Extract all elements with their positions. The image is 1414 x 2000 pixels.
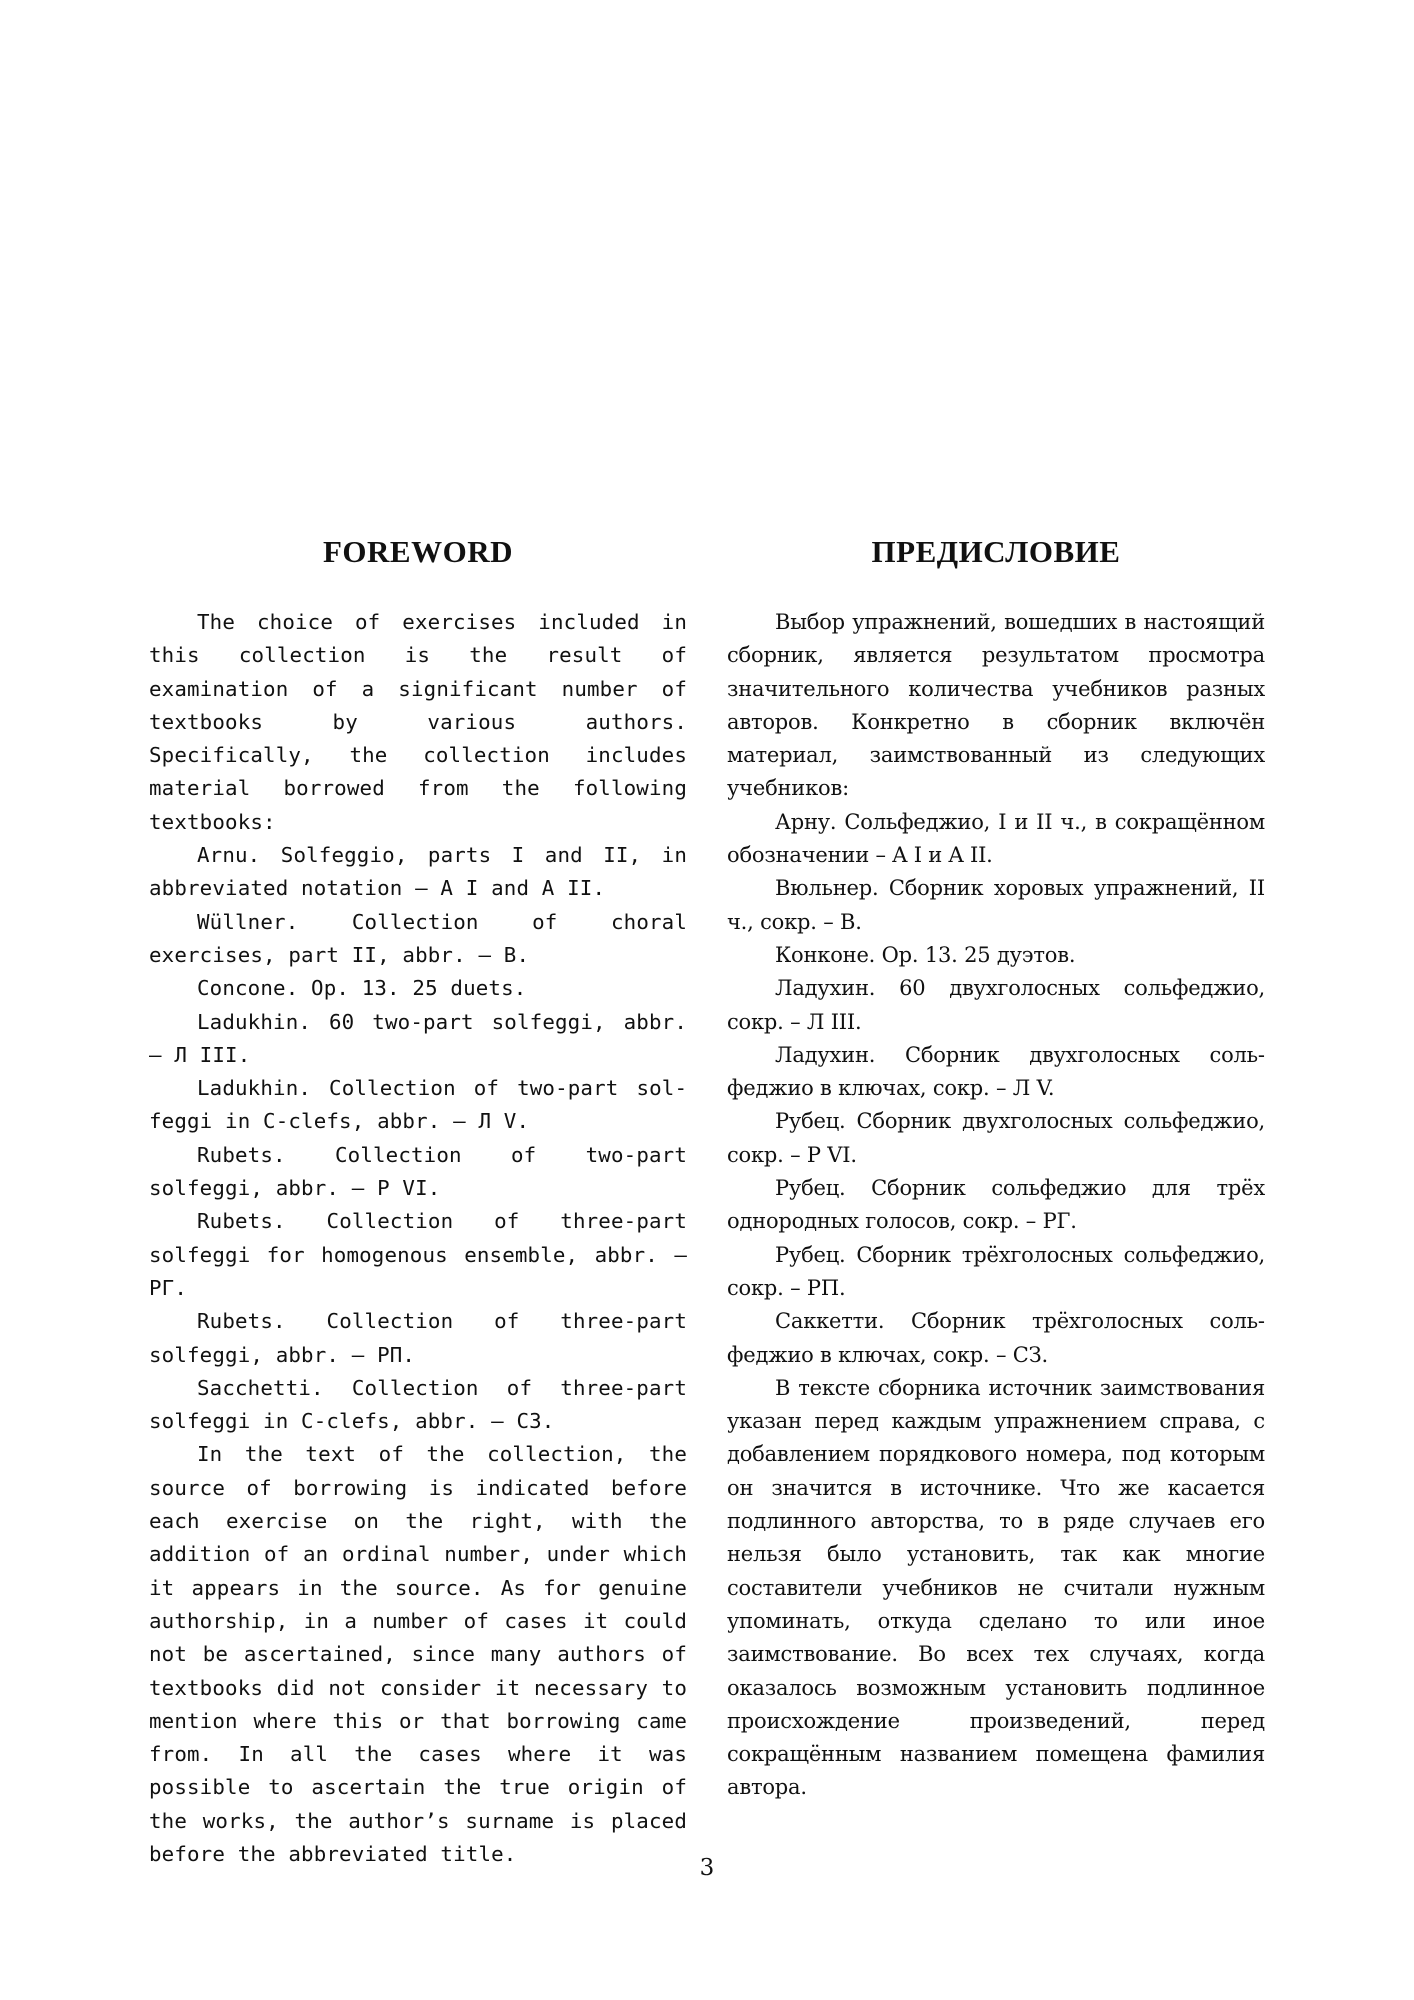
predislovie-paragraph-intro: Выбор упражнений, вошедших в настоящий сборник, является результатом просмотра значительного количества учебников разных авторов. Конкретно в сборник включён материал, заимствованный из следующих учебников: [727,610,1265,801]
predislovie-source-rubets-three-part: Рубец. Сборник трёхголосных сольфеджио, сокр. – РП. [727,1242,1265,1300]
foreword-russian-column [727,532,1265,1805]
predislovie-source-ladukhin-clefs: Ладухин. Сборник двухголосных сольфеджио в ключах, сокр. – Л V. [727,1042,1265,1101]
foreword-source-sacchetti: Sacchetti. Collection of three-part solfeggi in C-clefs, abbr. – СЗ. [149,1375,687,1434]
foreword-source-ladukhin-60: Ladukhin. 60 two-part solfeggi, abbr. – Л III. [149,1009,687,1067]
predislovie-source-ladukhin-60: Ладухин. 60 двухголосных сольфеджио, сокр. – Л III. [727,976,1265,1034]
predislovie-source-rubets-homogenous: Рубец. Сборник сольфеджио для трёх однородных голосов, сокр. – РГ. [727,1176,1265,1234]
foreword-source-rubets-three-part: Rubets. Collection of three-part solfeggi, abbr. – РП. [149,1309,687,1367]
page-number: 3 [699,1855,715,1881]
foreword-source-concone: Concone. Op. 13. 25 duets. [197,976,527,1001]
predislovie-source-wullner: Вюльнер. Сборник хоровых упражнений, II ч., сокр. – В. [727,876,1265,934]
foreword-source-arnu: Arnu. Solfeggio, parts I and II, in abbreviated notation – A I and A II. [149,843,687,901]
predislovie-source-rubets-two-part: Рубец. Сборник двухголосных сольфеджио, сокр. – P VI. [727,1109,1265,1167]
predislovie-source-concone: Конконе. Op. 13. 25 дуэтов. [775,942,1076,967]
foreword-source-ladukhin-clefs: Ladukhin. Collection of two-part solfeggi in C-clefs, abbr. – Л V. [149,1076,687,1134]
foreword-paragraph-closing: In the text of the collection, the source of borrowing is indicated before each exercise on the right, with the addition of an ordinal number, under which it appears in the source. As for genuine authorship, in a number of cases it could not be ascertained, since many authors of textbooks did not consider it necessary to mention where this or that borrowing came from. In all the cases where it was possible to ascertain the true origin of the works, the author’s surname is placed before the abbreviated title. [149,1442,687,1866]
predislovie-source-arnu: Арну. Сольфеджио, I и II ч., в сокращённом обозначении – A I и A II. [727,809,1265,868]
foreword-paragraph-intro: The choice of exercises included in this collection is the result of examination of a significant number of textbooks by various authors. Specifically, the collection includes material borrowed from the following textbooks: [149,610,687,834]
foreword-source-wullner: Wüllner. Collection of choral exercises, part II, abbr. – B. [149,909,687,967]
foreword-source-rubets-homogenous: Rubets. Collection of three-part solfeggi for homogenous ensemble, abbr. – РГ. [149,1209,687,1300]
foreword-english-column [149,532,687,1871]
predislovie-heading: ПРЕДИСЛОВИЕ [871,534,1121,569]
foreword-source-rubets-two-part: Rubets. Collection of two-part solfeggi, abbr. – P VI. [149,1142,687,1201]
foreword-heading: FOREWORD [323,534,513,569]
predislovie-paragraph-closing: В тексте сборника источник заимствования указан перед каждым упражнением справа, с добавлением порядкового номера, под которым он значится в источнике. Что же касается подлинного авторства, то в ряде случаев его нельзя было установить, так как многие составители учебников не считали нужным упоминать, откуда сделано то или иное заимствование. Во всех тех случаях, когда оказалось возможным установить подлинное происхождение произведений, перед сокращённым названием помещена фамилия автора. [727,1375,1265,1800]
predislovie-source-sacchetti: Саккетти. Сборник трёхголосных сольфеджио в ключах, сокр. – СЗ. [727,1309,1265,1367]
